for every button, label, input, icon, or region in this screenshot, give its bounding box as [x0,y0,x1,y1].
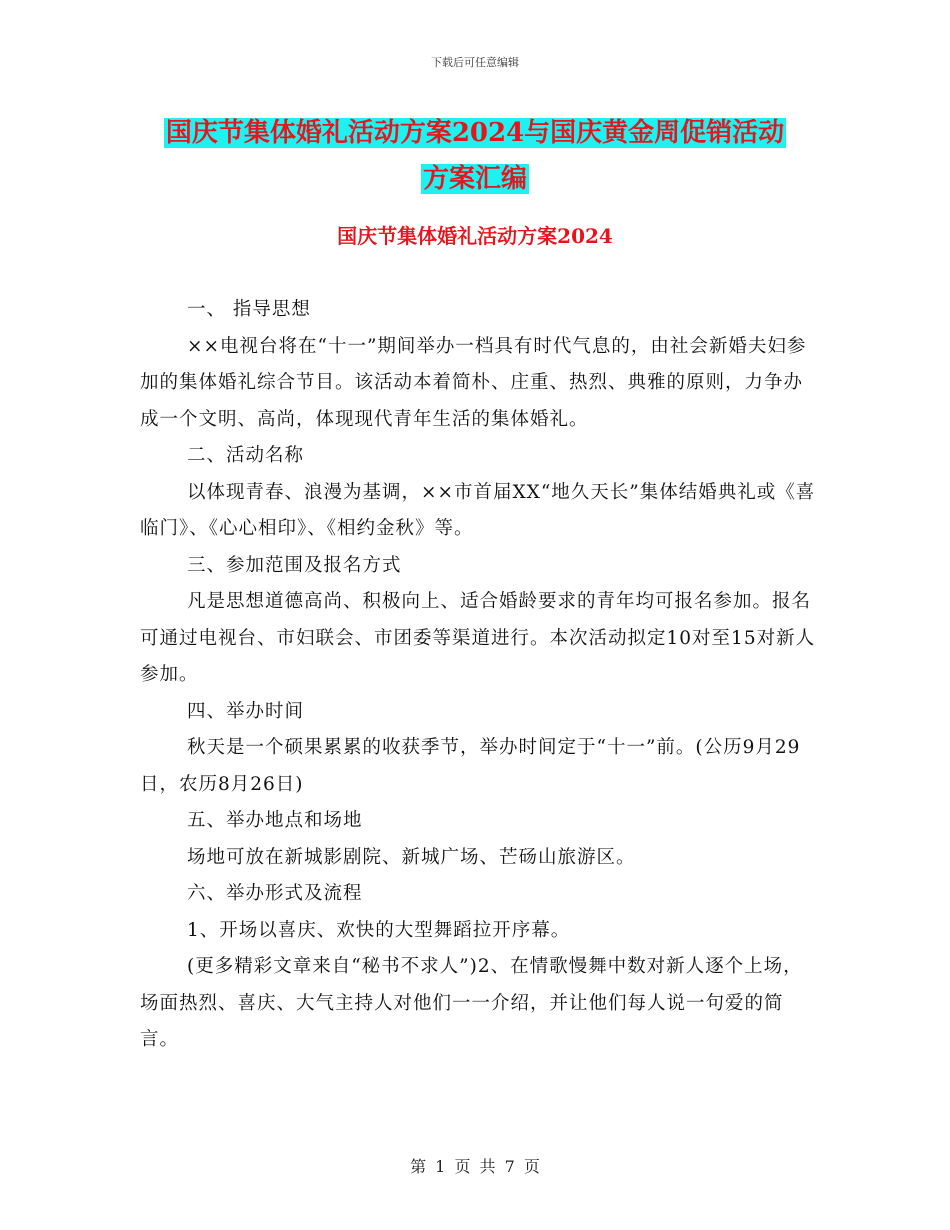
heading-activity-name: 二、活动名称 [187,445,305,466]
paragraph: 1、开场以喜庆、欢快的大型舞蹈拉开序幕。 [187,919,571,941]
paragraph: 以体现青春、浪漫为基调，××市首届XX“地久天长”集体结婚典礼或《喜临门》、《心心相印》、《相约金秋》等。 [140,481,816,539]
paragraph: (更多精彩文章来自“秘书不求人”)2、在情歌慢舞中数对新人逐个上场，场面热烈、喜庆、大气主持人对他们一一介绍，并让他们每人说一句爱的简言。 [140,956,803,1050]
section-title: 国庆节集体婚礼活动方案2024 [337,224,613,248]
heading-participation-scope: 三、参加范围及报名方式 [187,554,402,576]
document-body [140,292,820,1059]
document-title-line2: 方案汇编 [422,164,527,194]
paragraph: 秋天是一个硕果累累的收获季节，举办时间定于“十一”前。(公历9月29日，农历8月26日) [140,737,801,795]
paragraph: ××电视台将在“十一”期间举办一档具有时代气息的，由社会新婚夫妇参加的集体婚礼综合节目。该活动本着简朴、庄重、热烈、典雅的原则，力争办成一个文明、高尚，体现现代青年生活的集体婚礼。 [140,335,807,430]
heading-guiding-ideology: 一、 指导思想 [187,299,311,320]
document-title-line1: 国庆节集体婚礼活动方案2024与国庆黄金周促销活动 [165,118,785,148]
heading-event-time: 四、举办时间 [187,700,305,722]
header-note: 下载后可任意编辑 [431,56,519,69]
page-footer: 第 1 页 共 7 页 [410,1157,540,1176]
paragraph: 场地可放在新城影剧院、新城广场、芒砀山旅游区。 [187,846,636,868]
heading-event-venue: 五、举办地点和场地 [187,810,363,831]
document-title [0,110,950,202]
paragraph: 凡是思想道德高尚、积极向上、适合婚龄要求的青年均可报名参加。报名可通过电视台、市妇联会、市团委等渠道进行。本次活动拟定10对至15对新人参加。 [140,591,816,685]
heading-event-format: 六、举办形式及流程 [187,883,363,904]
